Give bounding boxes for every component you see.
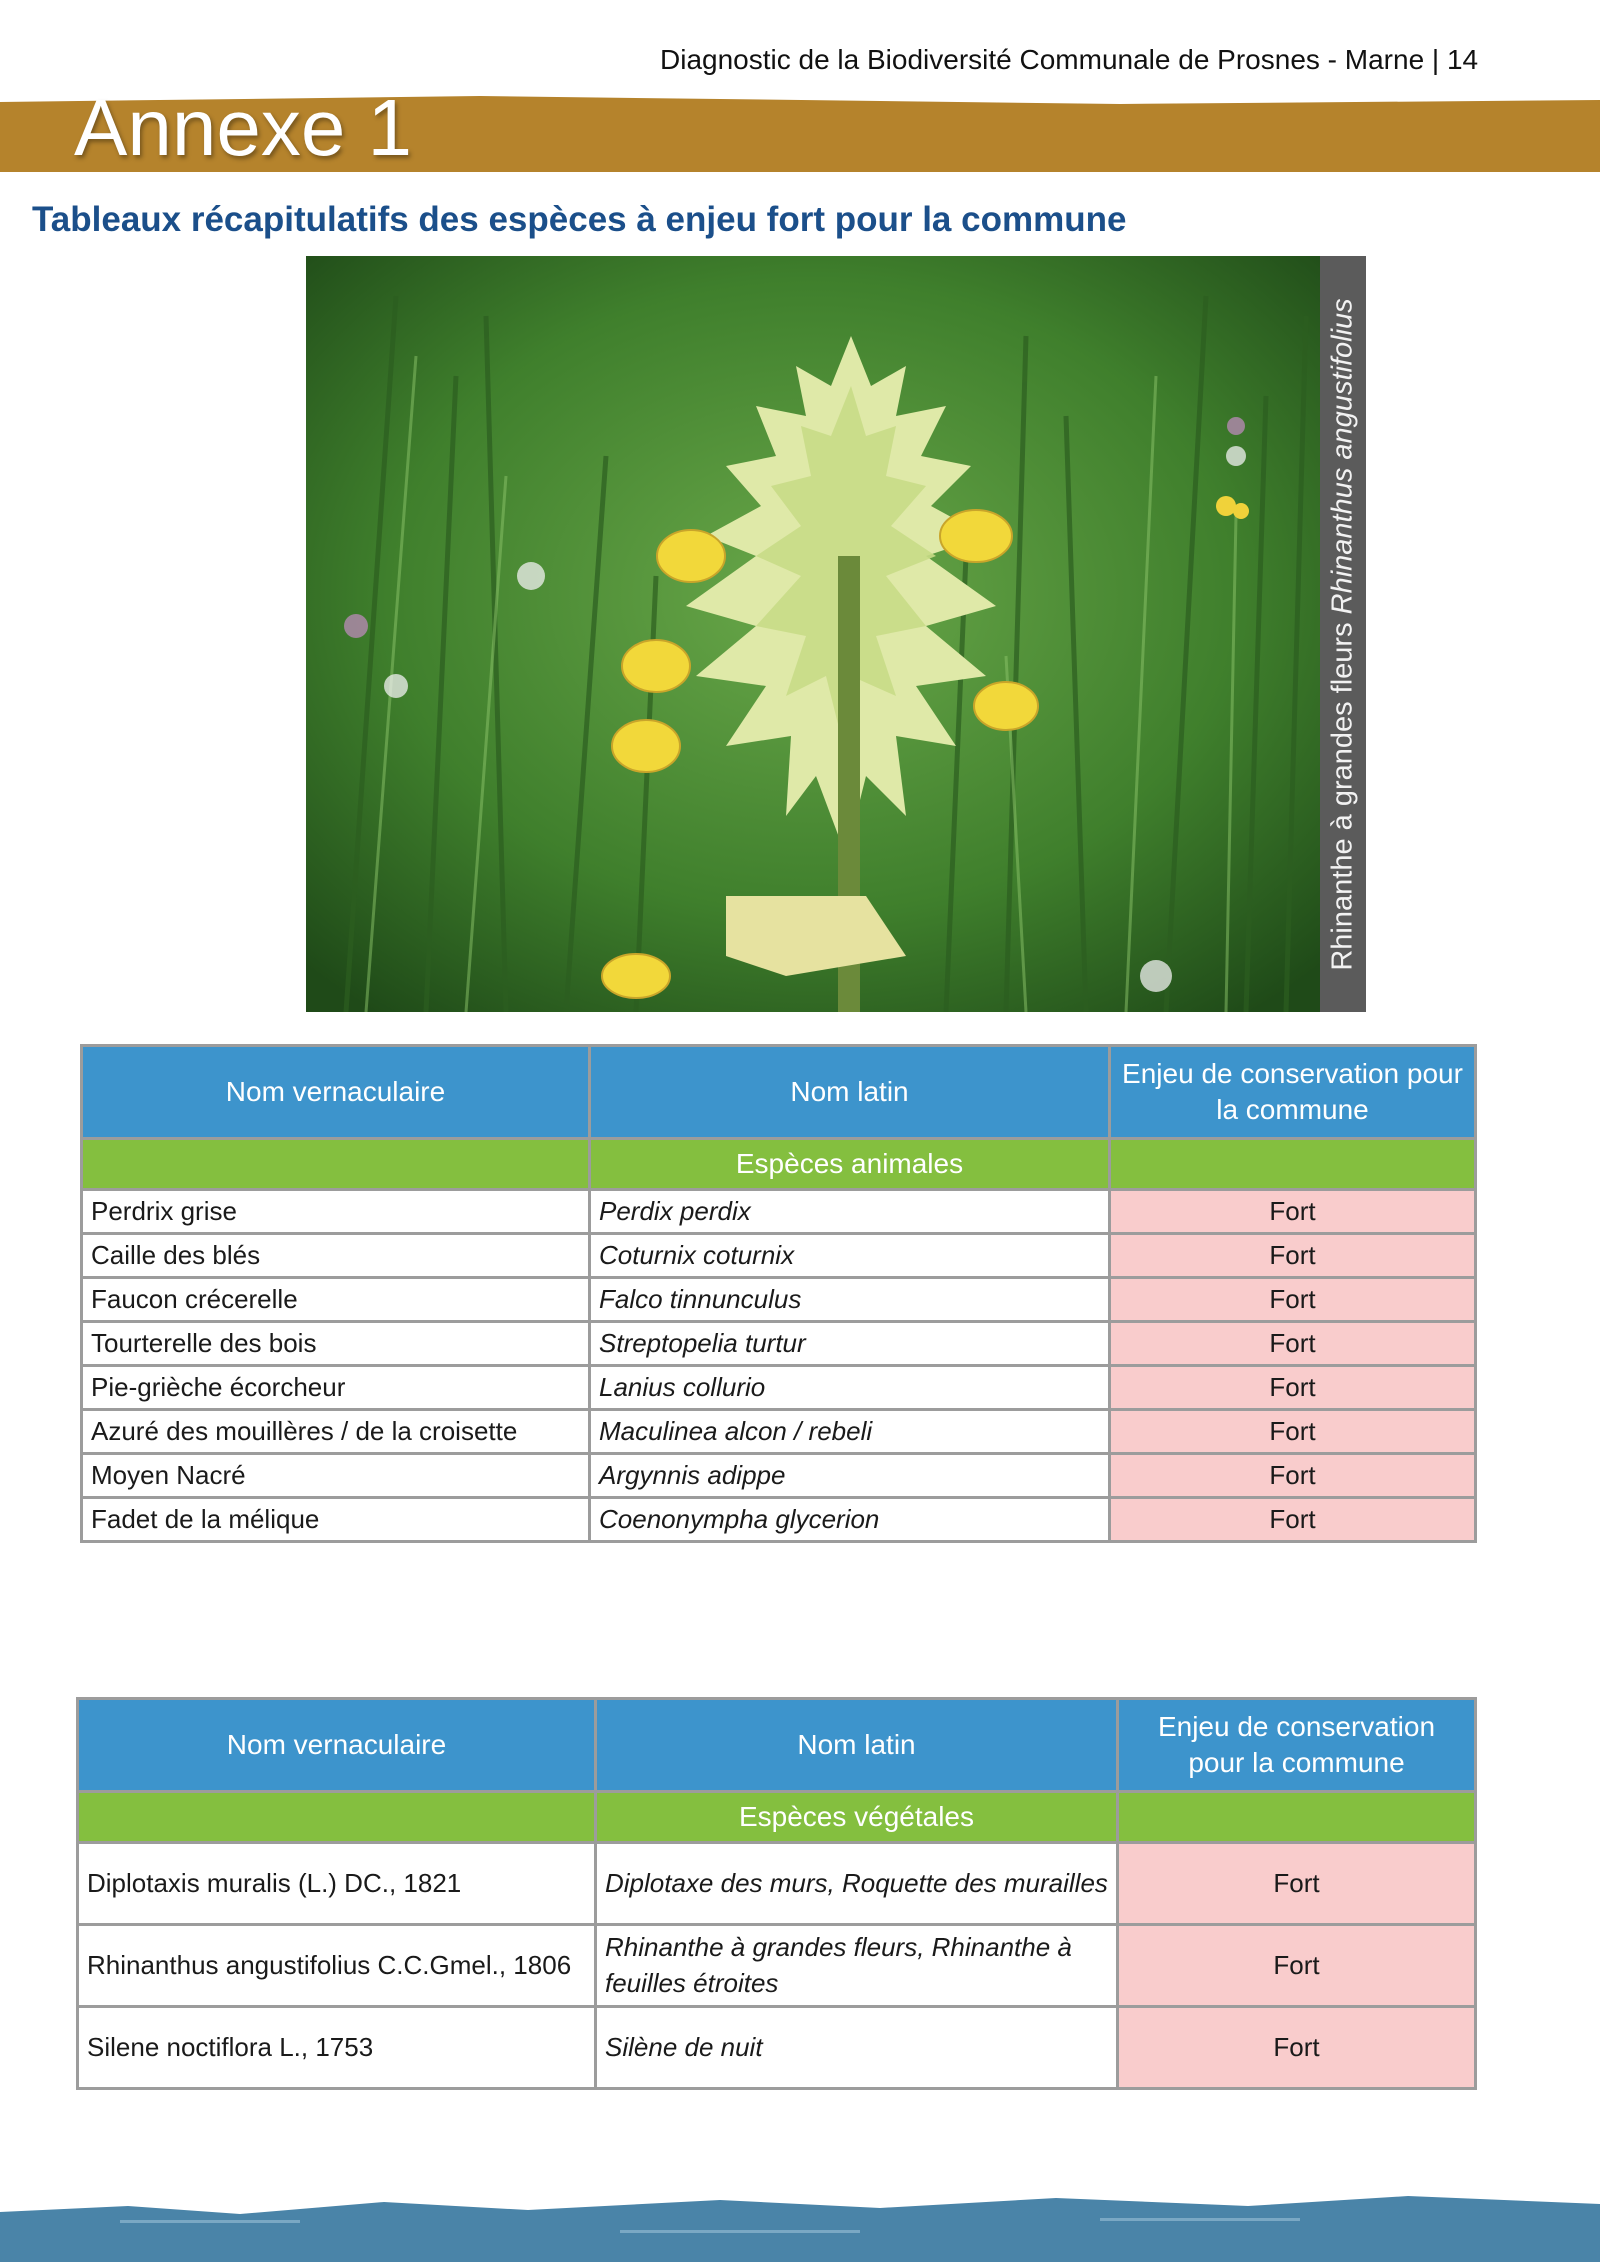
header-enjeu: Enjeu de conservation pour la commune (1118, 1699, 1476, 1792)
header-vernacular: Nom vernaculaire (78, 1699, 596, 1792)
latin-cell: Perdix perdix (590, 1190, 1110, 1234)
vernacular-cell: Faucon crécerelle (82, 1278, 590, 1322)
group-row (82, 1139, 1476, 1190)
header-latin: Nom latin (596, 1699, 1118, 1792)
vernacular-cell: Diplotaxis muralis (L.) DC., 1821 (78, 1843, 596, 1925)
latin-cell: Coenonympha glycerion (590, 1498, 1110, 1542)
group-label: Espèces animales (590, 1139, 1110, 1190)
latin-cell: Lanius collurio (590, 1366, 1110, 1410)
vernacular-cell: Caille des blés (82, 1234, 590, 1278)
footer-band (0, 2190, 1600, 2262)
enjeu-cell: Fort (1110, 1190, 1476, 1234)
rhinanthus-photo (306, 256, 1320, 1012)
photo-caption-common: Rhinanthe à grandes fleurs (1326, 621, 1359, 971)
enjeu-cell: Fort (1118, 1925, 1476, 2007)
vernacular-cell: Azuré des mouillères / de la croisette (82, 1410, 590, 1454)
header-latin: Nom latin (590, 1046, 1110, 1139)
latin-cell: Diplotaxe des murs, Roquette des murailles (596, 1843, 1118, 1925)
vernacular-cell: Fadet de la mélique (82, 1498, 590, 1542)
enjeu-cell: Fort (1110, 1454, 1476, 1498)
enjeu-cell: Fort (1118, 2007, 1476, 2089)
table-row (82, 1454, 1476, 1498)
enjeu-cell: Fort (1110, 1234, 1476, 1278)
enjeu-cell: Fort (1110, 1366, 1476, 1410)
table-row (82, 1234, 1476, 1278)
latin-cell: Silène de nuit (596, 2007, 1118, 2089)
table-row (82, 1498, 1476, 1542)
latin-cell: Argynnis adippe (590, 1454, 1110, 1498)
vernacular-cell: Perdrix grise (82, 1190, 590, 1234)
enjeu-cell: Fort (1110, 1410, 1476, 1454)
latin-cell: Coturnix coturnix (590, 1234, 1110, 1278)
table-row (78, 1843, 1476, 1925)
table-row (78, 1925, 1476, 2007)
table-row (82, 1366, 1476, 1410)
table-row (82, 1190, 1476, 1234)
header-vernacular: Nom vernaculaire (82, 1046, 590, 1139)
latin-cell: Rhinanthe à grandes fleurs, Rhinanthe à feuilles étroites (596, 1925, 1118, 2007)
group-row (78, 1792, 1476, 1843)
header-enjeu: Enjeu de conservation pour la commune (1110, 1046, 1476, 1139)
latin-cell: Maculinea alcon / rebeli (590, 1410, 1110, 1454)
enjeu-cell: Fort (1110, 1278, 1476, 1322)
table-row (82, 1322, 1476, 1366)
flower-illustration (306, 256, 1320, 1012)
vernacular-cell: Rhinanthus angustifolius C.C.Gmel., 1806 (78, 1925, 596, 2007)
enjeu-cell: Fort (1110, 1322, 1476, 1366)
photo-caption (1327, 298, 1360, 970)
latin-cell: Falco tinnunculus (590, 1278, 1110, 1322)
running-header: Diagnostic de la Biodiversité Communale de Prosnes - Marne | 14 (660, 44, 1479, 75)
table-row (82, 1410, 1476, 1454)
vernacular-cell: Pie-grièche écorcheur (82, 1366, 590, 1410)
table-row (78, 2007, 1476, 2089)
photo-caption-bar (1320, 256, 1366, 1012)
vernacular-cell: Moyen Nacré (82, 1454, 590, 1498)
vernacular-cell: Tourterelle des bois (82, 1322, 590, 1366)
table-row (82, 1278, 1476, 1322)
flora-table (76, 1697, 1477, 2090)
section-title: Tableaux récapitulatifs des espèces à enjeu fort pour la commune (32, 200, 1127, 239)
vernacular-cell: Silene noctiflora L., 1753 (78, 2007, 596, 2089)
photo-caption-latin: Rhinanthus angustifolius (1326, 297, 1359, 614)
latin-cell: Streptopelia turtur (590, 1322, 1110, 1366)
fauna-table (80, 1044, 1477, 1543)
enjeu-cell: Fort (1118, 1843, 1476, 1925)
enjeu-cell: Fort (1110, 1498, 1476, 1542)
group-label: Espèces végétales (596, 1792, 1118, 1843)
annex-title: Annexe 1 (74, 83, 413, 172)
